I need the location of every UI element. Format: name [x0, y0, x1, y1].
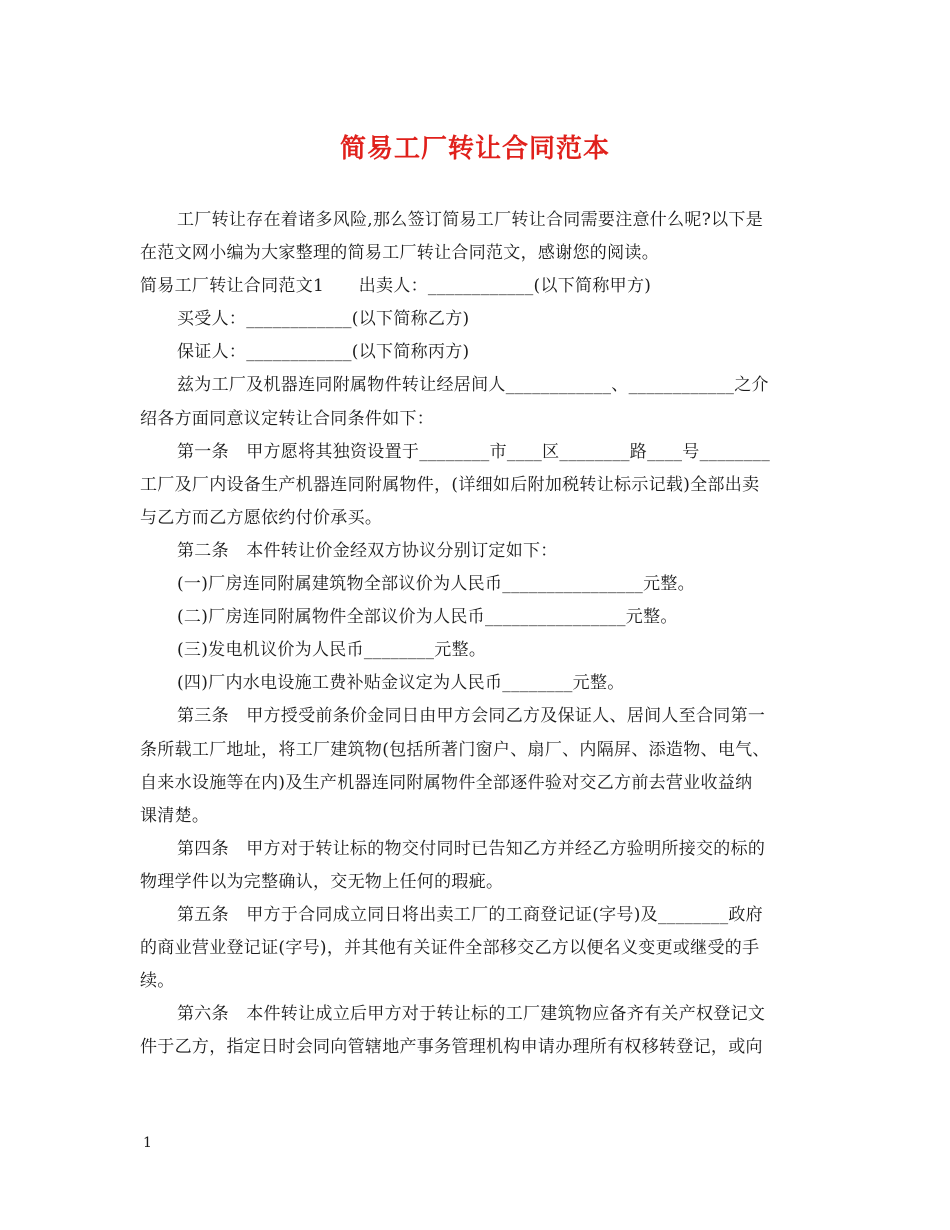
paragraph-line: 绍各方面同意议定转让合同条件如下：	[140, 408, 435, 429]
paragraph-line: 简易工厂转让合同范文1 出卖人：____________(以下简称甲方)	[140, 276, 652, 297]
paragraph-line: 课清楚。	[140, 805, 210, 826]
paragraph-line: 物理学件以为完整确认，交无物上任何的瑕疵。	[140, 871, 504, 892]
paragraph-line: 与乙方而乙方愿依约付价承买。	[140, 507, 383, 528]
paragraph-line: 工厂及厂内设备生产机器连同附属物件，(详细如后附加税转让标示记载)全部出卖	[140, 474, 760, 495]
paragraph-line: 工厂转让存在着诸多风险,那么签订简易工厂转让合同需要注意什么呢?以下是	[177, 210, 764, 230]
paragraph-line: 在范文网小编为大家整理的简易工厂转让合同范文，感谢您的阅读。	[140, 243, 659, 264]
paragraph-line: 的商业营业登记证(字号)，并其他有关证件全部移交乙方以便名义变更或继受的手	[140, 938, 760, 959]
paragraph-line: 买受人：____________(以下简称乙方)	[177, 309, 470, 330]
paragraph-line: 第一条 甲方愿将其独资设置于________市____区________路____号________	[177, 441, 770, 462]
paragraph-line: 第六条 本件转让成立后甲方对于转让标的工厂建筑物应备齐有关产权登记文	[177, 1004, 766, 1025]
paragraph-line: 自来水设施等在内)及生产机器连同附属物件全部逐件验对交乙方前去营业收益纳	[140, 772, 753, 793]
paragraph-line: (一)厂房连同附属建筑物全部议价为人民币________________元整。	[177, 574, 695, 595]
paragraph-line: 第五条 甲方于合同成立同日将出卖工厂的工商登记证(字号)及________政府	[177, 904, 763, 925]
paragraph-line: 保证人：____________(以下简称丙方)	[177, 342, 470, 363]
document-body	[140, 204, 812, 1064]
page-number: 1	[143, 1135, 152, 1151]
paragraph-line: 第四条 甲方对于转让标的物交付同时已告知乙方并经乙方验明所接交的标的	[177, 838, 766, 859]
document-title: 简易工厂转让合同范本	[339, 134, 610, 164]
paragraph-line: 条所载工厂地址，将工厂建筑物(包括所著门窗户、扇厂、内隔屏、添造物、电气、	[140, 739, 770, 760]
paragraph-line: 兹为工厂及机器连同附属物件转让经居间人____________、____________之介	[177, 375, 769, 396]
paragraph-line: 续。	[140, 971, 175, 992]
paragraph-line: (三)发电机议价为人民币________元整。	[177, 640, 487, 661]
paragraph-line: 第三条 甲方授受前条价金同日由甲方会同乙方及保证人、居间人至合同第一	[177, 706, 766, 727]
paragraph-line: (四)厂内水电设施工费补贴金议定为人民币________元整。	[177, 673, 625, 694]
paragraph-line: (二)厂房连同附属物件全部议价为人民币________________元整。	[177, 607, 678, 628]
paragraph-line: 件于乙方，指定日时会同向管辖地产事务管理机构申请办理所有权移转登记，或向	[140, 1037, 763, 1058]
paragraph-line: 第二条 本件转让价金经双方协议分别订定如下：	[177, 540, 558, 561]
